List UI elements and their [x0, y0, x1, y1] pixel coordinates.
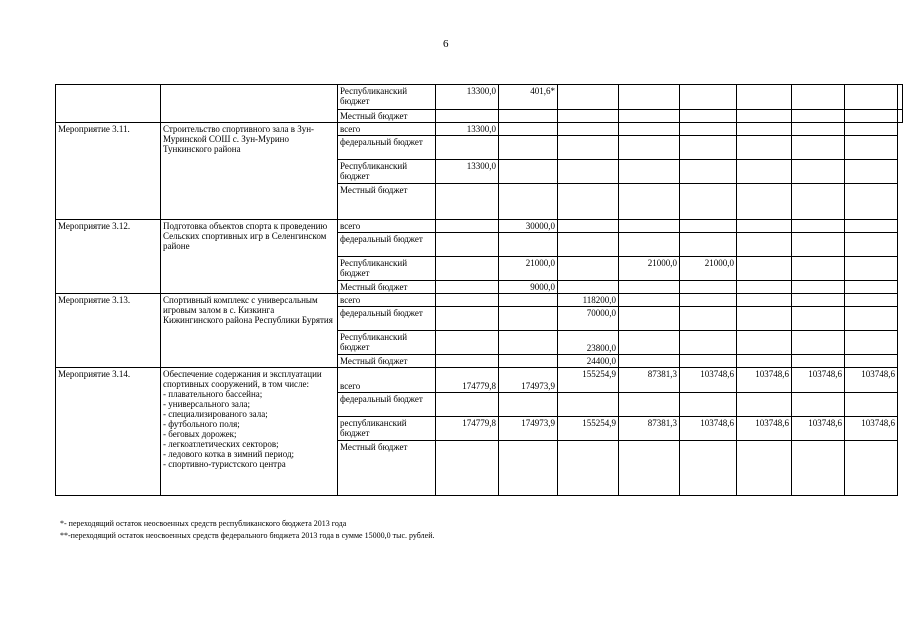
measure-description: Подготовка объектов спорта к проведению Сельских спортивных игр в Селенгинском районе [161, 220, 338, 294]
value-cell: 103748,6 [845, 417, 898, 441]
value-cell [436, 110, 499, 123]
value-cell: 103748,6 [792, 417, 845, 441]
value-cell [792, 184, 845, 220]
value-cell: 174779,8 [436, 368, 499, 393]
table-cell [56, 85, 161, 123]
value-cell [619, 136, 680, 160]
value-cell [737, 355, 792, 368]
value-cell [792, 233, 845, 257]
source-cell: Местный бюджет [338, 281, 436, 294]
value-cell [792, 307, 845, 331]
description-line: - беговых дорожек; [163, 429, 237, 439]
value-cell [792, 160, 845, 184]
value-cell [499, 160, 558, 184]
value-cell [680, 110, 737, 123]
value-cell [558, 85, 619, 110]
value-cell [436, 184, 499, 220]
value-cell [792, 220, 845, 233]
description-line: - ледового котка в зимний период; [163, 449, 295, 459]
value-cell [845, 85, 898, 110]
value-cell [436, 331, 499, 355]
value-cell: 23800,0 [558, 331, 619, 355]
measure-name: Мероприятие 3.11. [56, 123, 161, 220]
measure-name: Мероприятие 3.12. [56, 220, 161, 294]
value-cell: 13300,0 [436, 123, 499, 136]
description-line: - плавательного бассейна; [163, 389, 263, 399]
budget-table [55, 84, 903, 496]
value-cell [619, 220, 680, 233]
value-cell [737, 294, 792, 307]
value-cell [680, 355, 737, 368]
value-cell [792, 110, 845, 123]
measure-description [161, 368, 338, 496]
table-row [56, 123, 903, 136]
value-cell [680, 281, 737, 294]
value-cell [619, 331, 680, 355]
value-cell: 13300,0 [436, 85, 499, 110]
value-cell: 9000,0 [499, 281, 558, 294]
value-cell: 87381,3 [619, 368, 680, 393]
value-cell [499, 136, 558, 160]
value-cell [737, 220, 792, 233]
value-cell [436, 393, 499, 417]
description-line: - футбольного поля; [163, 419, 240, 429]
value-cell: 103748,6 [845, 368, 898, 393]
value-cell [845, 294, 898, 307]
value-cell [792, 393, 845, 417]
value-cell [680, 307, 737, 331]
value-cell [737, 441, 792, 496]
value-cell [845, 110, 898, 123]
value-cell [737, 184, 792, 220]
value-cell [845, 233, 898, 257]
value-cell [680, 393, 737, 417]
footnotes [60, 518, 435, 542]
source-cell: федеральный бюджет [338, 393, 436, 417]
value-cell [792, 136, 845, 160]
value-cell [499, 393, 558, 417]
value-cell [436, 281, 499, 294]
value-cell [619, 307, 680, 331]
value-cell [792, 441, 845, 496]
value-cell [436, 220, 499, 233]
value-cell [619, 184, 680, 220]
value-cell [436, 307, 499, 331]
value-cell [619, 294, 680, 307]
source-cell: федеральный бюджет [338, 307, 436, 331]
table-row [56, 368, 903, 393]
value-cell [845, 307, 898, 331]
value-cell [436, 233, 499, 257]
value-cell [680, 220, 737, 233]
source-cell: федеральный бюджет [338, 233, 436, 257]
footnote: **-переходящий остаток неосвоенных средств федерального бюджета 2013 года в сумме 15000,0 тыс. рублей. [60, 531, 435, 540]
measure-description: Строительство спортивного зала в Зун-Муринской СОШ с. Зун-Мурино Тункинского района [161, 123, 338, 220]
value-cell [737, 123, 792, 136]
value-cell: 103748,6 [680, 417, 737, 441]
description-line: - специализированого зала; [163, 409, 268, 419]
value-cell: 70000,0 [558, 307, 619, 331]
value-cell [680, 233, 737, 257]
source-cell: Местный бюджет [338, 184, 436, 220]
measure-name: Мероприятие 3.14. [56, 368, 161, 496]
value-cell [737, 307, 792, 331]
value-cell [680, 136, 737, 160]
value-cell [680, 123, 737, 136]
value-cell [845, 257, 898, 281]
value-cell [792, 331, 845, 355]
value-cell [845, 355, 898, 368]
value-cell [619, 355, 680, 368]
value-cell [499, 355, 558, 368]
value-cell [558, 233, 619, 257]
description-line: - универсального зала; [163, 399, 250, 409]
value-cell [558, 136, 619, 160]
value-cell [558, 160, 619, 184]
value-cell [619, 281, 680, 294]
value-cell [792, 294, 845, 307]
source-cell: Местный бюджет [338, 355, 436, 368]
value-cell [845, 441, 898, 496]
value-cell: 87381,3 [619, 417, 680, 441]
value-cell [845, 136, 898, 160]
value-cell [680, 331, 737, 355]
table-row [56, 220, 903, 233]
value-cell [619, 160, 680, 184]
value-cell [619, 393, 680, 417]
value-cell [737, 281, 792, 294]
value-cell: 118200,0 [558, 294, 619, 307]
value-cell [619, 441, 680, 496]
value-cell [737, 136, 792, 160]
description-line: - спортивно-туристского центра [163, 459, 286, 469]
value-cell: 155254,9 [558, 417, 619, 441]
source-cell: всего [338, 220, 436, 233]
table-row [56, 294, 903, 307]
value-cell: 155254,9 [558, 368, 619, 393]
value-cell: 24400,0 [558, 355, 619, 368]
value-cell [619, 123, 680, 136]
value-cell [558, 257, 619, 281]
value-cell [845, 184, 898, 220]
source-cell: Республиканский бюджет [338, 85, 436, 110]
value-cell [737, 160, 792, 184]
value-cell [558, 220, 619, 233]
value-cell [737, 257, 792, 281]
value-cell [499, 294, 558, 307]
value-cell [558, 281, 619, 294]
value-cell [619, 110, 680, 123]
value-cell [792, 123, 845, 136]
measure-name: Мероприятие 3.13. [56, 294, 161, 368]
value-cell [558, 393, 619, 417]
value-cell: 103748,6 [737, 368, 792, 393]
value-cell: 174973,9 [499, 368, 558, 393]
value-cell [558, 123, 619, 136]
value-cell: 13300,0 [436, 160, 499, 184]
source-cell: Местный бюджет [338, 110, 436, 123]
source-cell: всего [338, 294, 436, 307]
value-cell [499, 307, 558, 331]
value-cell [792, 355, 845, 368]
value-cell: 103748,6 [792, 368, 845, 393]
value-cell: 103748,6 [680, 368, 737, 393]
value-cell [792, 85, 845, 110]
value-cell [845, 393, 898, 417]
value-cell [499, 331, 558, 355]
value-cell: 30000,0 [499, 220, 558, 233]
value-cell [680, 441, 737, 496]
value-cell [737, 110, 792, 123]
source-cell: Республиканский бюджет [338, 160, 436, 184]
value-cell [558, 184, 619, 220]
value-cell [558, 110, 619, 123]
value-cell [898, 110, 903, 123]
value-cell [737, 393, 792, 417]
value-cell [436, 355, 499, 368]
value-cell [680, 294, 737, 307]
source-cell: всего [338, 368, 436, 393]
source-cell: всего [338, 123, 436, 136]
source-cell: республиканский бюджет [338, 417, 436, 441]
value-cell [680, 160, 737, 184]
value-cell [680, 85, 737, 110]
value-cell [737, 233, 792, 257]
table-cell [161, 85, 338, 123]
value-cell [737, 85, 792, 110]
value-cell [499, 110, 558, 123]
value-cell [619, 233, 680, 257]
value-cell [845, 281, 898, 294]
value-cell [737, 331, 792, 355]
value-cell [558, 441, 619, 496]
value-cell [499, 233, 558, 257]
source-cell: Республиканский бюджет [338, 257, 436, 281]
value-cell [680, 184, 737, 220]
value-cell: 21000,0 [619, 257, 680, 281]
page-number: 6 [443, 38, 449, 50]
value-cell [499, 123, 558, 136]
value-cell [499, 184, 558, 220]
source-cell: федеральный бюджет [338, 136, 436, 160]
footnote: *- переходящий остаток неосвоенных средств республиканского бюджета 2013 года [60, 519, 347, 528]
value-cell [845, 331, 898, 355]
value-cell [436, 441, 499, 496]
table-row [56, 85, 903, 110]
value-cell [792, 257, 845, 281]
value-cell [436, 136, 499, 160]
value-cell: 103748,6 [737, 417, 792, 441]
value-cell [499, 441, 558, 496]
measure-description: Спортивный комплекс с универсальным игровым залом в с. Кизкинга Кижингинского района Республики Бурятия [161, 294, 338, 368]
description-line: - легкоатлетических секторов; [163, 439, 279, 449]
description-line: Обеспечение содержания и эксплуатации спортивных сооружений, в том числе: [163, 369, 322, 389]
value-cell: 401,6* [499, 85, 558, 110]
value-cell: 174973,9 [499, 417, 558, 441]
source-cell: Местный бюджет [338, 441, 436, 496]
value-cell [845, 123, 898, 136]
value-cell [436, 257, 499, 281]
value-cell [845, 160, 898, 184]
value-cell: 21000,0 [680, 257, 737, 281]
value-cell [792, 281, 845, 294]
source-cell: Республиканский бюджет [338, 331, 436, 355]
value-cell: 174779,8 [436, 417, 499, 441]
value-cell [436, 294, 499, 307]
value-cell: 21000,0 [499, 257, 558, 281]
value-cell [619, 85, 680, 110]
value-cell [898, 85, 903, 110]
value-cell [845, 220, 898, 233]
